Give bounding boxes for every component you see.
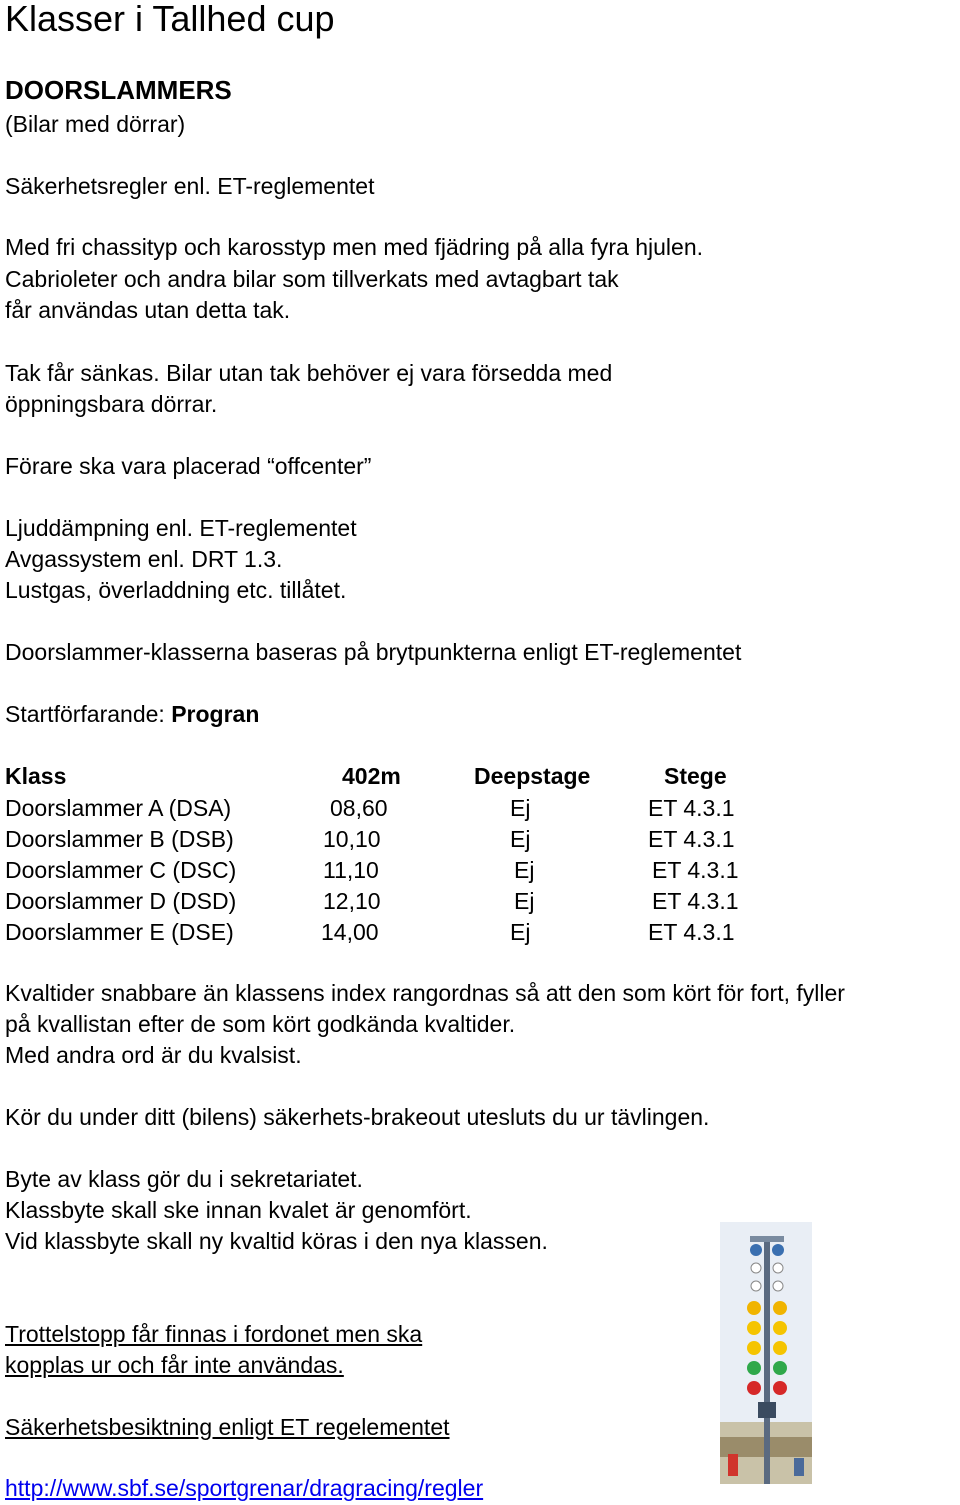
start-procedure (5, 703, 259, 726)
breakpoints-text: Doorslammer-klasserna baseras på brytpunkterna enligt ET-reglementet (5, 639, 742, 665)
tech-line-2: Avgassystem enl. DRT 1.3. (5, 546, 283, 572)
cell-402m: 11,10 (323, 857, 379, 883)
cell-class: Doorslammer A (DSA) (5, 795, 232, 821)
start-procedure-value: Progran (171, 701, 260, 727)
cell-deepstage: Ej (510, 826, 531, 852)
tech-line-1: Ljuddämpning enl. ET-reglementet (5, 515, 357, 541)
christmas-tree-illustration (720, 1222, 812, 1484)
section-subheading: (Bilar med dörrar) (5, 111, 186, 137)
roof-line-1: Tak får sänkas. Bilar utan tak behöver ej vara försedda med (5, 360, 613, 386)
throttle-line-1: Trottelstopp får finnas i fordonet men ska (5, 1321, 423, 1347)
cell-402m: 12,10 (323, 888, 381, 914)
cell-402m: 14,00 (321, 919, 379, 945)
cell-stege: ET 4.3.1 (652, 857, 739, 883)
cell-stege: ET 4.3.1 (648, 826, 735, 852)
cell-deepstage: Ej (514, 857, 535, 883)
cell-stege: ET 4.3.1 (652, 888, 739, 914)
cell-class: Doorslammer D (DSD) (5, 888, 237, 914)
class-change-line-1: Byte av klass gör du i sekretariatet. (5, 1166, 363, 1192)
header-402m: 402m (342, 763, 401, 789)
rules-link[interactable]: http://www.sbf.se/sportgrenar/dragracing/regler (5, 1475, 484, 1501)
cell-deepstage: Ej (514, 888, 535, 914)
cell-402m: 08,60 (330, 795, 388, 821)
safety-rules-text: Säkerhetsregler enl. ET-reglementet (5, 173, 375, 199)
cell-stege: ET 4.3.1 (648, 795, 735, 821)
header-deepstage: Deepstage (474, 763, 591, 789)
qual-line-1: Kvaltider snabbare än klassens index rangordnas så att den som kört för fort, fyller (5, 980, 845, 1006)
class-change-line-2: Klassbyte skall ske innan kvalet är genomfört. (5, 1197, 472, 1223)
cell-stege: ET 4.3.1 (648, 919, 735, 945)
header-stege: Stege (664, 763, 727, 789)
page-title: Klasser i Tallhed cup (5, 0, 335, 39)
cell-402m: 10,10 (323, 826, 381, 852)
roof-line-2: öppningsbara dörrar. (5, 391, 218, 417)
qual-line-3: Med andra ord är du kvalsist. (5, 1042, 302, 1068)
class-change-line-3: Vid klassbyte skall ny kvaltid köras i den nya klassen. (5, 1228, 548, 1254)
chassis-line-3: får användas utan detta tak. (5, 297, 291, 323)
cell-class: Doorslammer E (DSE) (5, 919, 234, 945)
cell-class: Doorslammer C (DSC) (5, 857, 237, 883)
chassis-line-2: Cabrioleter och andra bilar som tillverkats med avtagbart tak (5, 266, 619, 292)
chassis-line-1: Med fri chassityp och karosstyp men med fjädring på alla fyra hjulen. (5, 234, 703, 260)
section-heading: DOORSLAMMERS (5, 75, 232, 105)
cell-deepstage: Ej (510, 919, 531, 945)
cell-deepstage: Ej (510, 795, 531, 821)
tech-line-3: Lustgas, överladdning etc. tillåtet. (5, 577, 347, 603)
driver-position-text: Förare ska vara placerad “offcenter” (5, 453, 372, 479)
cell-class: Doorslammer B (DSB) (5, 826, 234, 852)
inspection-text: Säkerhetsbesiktning enligt ET regelementet (5, 1414, 450, 1440)
throttle-line-2: kopplas ur och får inte användas. (5, 1352, 344, 1378)
start-procedure-label: Startförfarande: (5, 701, 172, 727)
qual-line-2: på kvallistan efter de som kört godkända kvaltider. (5, 1011, 516, 1037)
breakout-text: Kör du under ditt (bilens) säkerhets-brakeout utesluts du ur tävlingen. (5, 1104, 710, 1130)
header-klass: Klass (5, 763, 67, 789)
